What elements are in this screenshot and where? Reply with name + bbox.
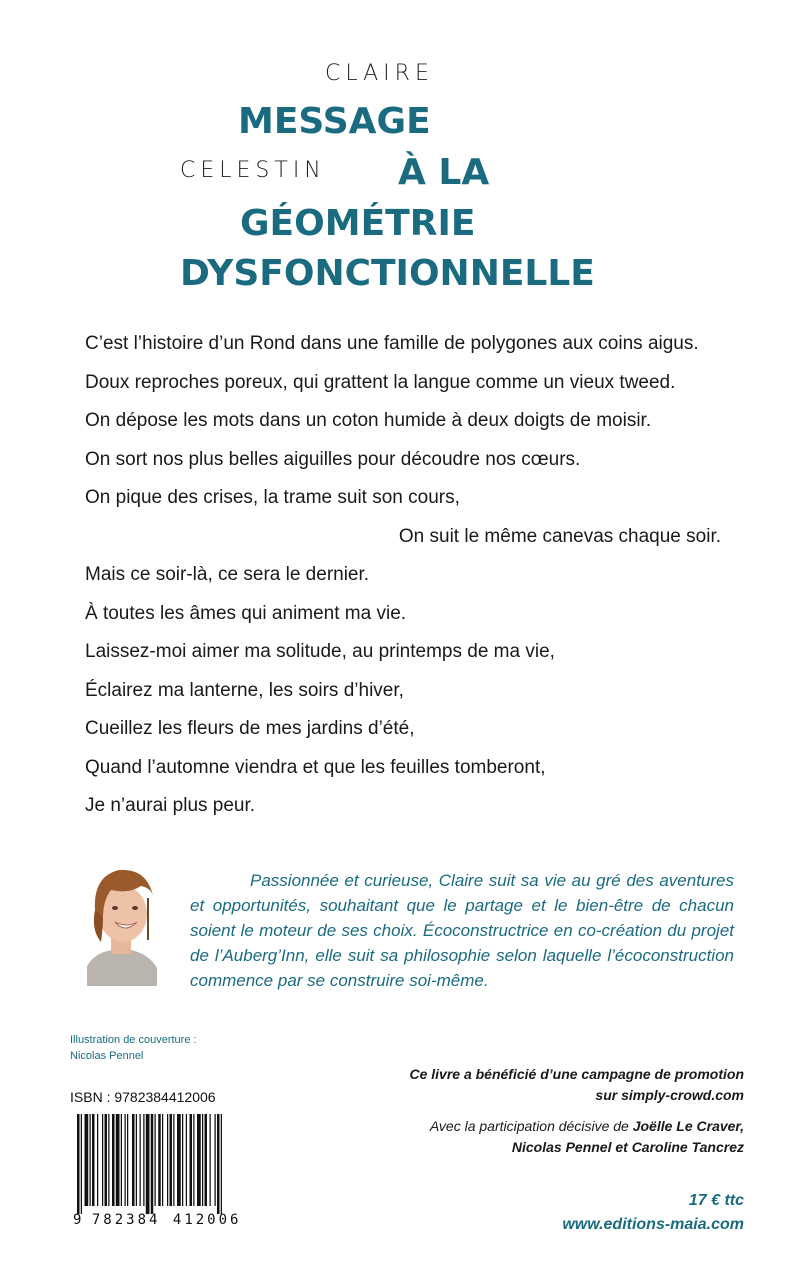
author-photo — [85, 858, 159, 986]
barcode-bar — [177, 1114, 181, 1206]
barcode-bar — [217, 1114, 220, 1214]
poem-line: Laissez-moi aimer ma solitude, au printemps de ma vie, — [85, 641, 555, 662]
participation-names-1: Joëlle Le Craver, — [632, 1118, 744, 1134]
poem-line: Je n’aurai plus peur. — [85, 795, 256, 816]
barcode-bar — [146, 1114, 150, 1214]
book-title-line-1: MESSAGE — [238, 101, 431, 142]
barcode-bar — [85, 1114, 89, 1206]
barcode-bar — [81, 1114, 82, 1214]
price: 17 € ttc — [688, 1192, 744, 1209]
isbn: ISBN : 9782384412006 — [70, 1089, 216, 1105]
poem-line: Doux reproches poreux, qui grattent la langue comme un vieux tweed. — [85, 371, 676, 393]
barcode-bar — [162, 1114, 163, 1206]
barcode-bar — [193, 1114, 194, 1206]
barcode-bar — [143, 1114, 144, 1206]
participation-prefix: Avec la participation décisive de — [429, 1118, 633, 1134]
illustration-artist: Nicolas Pennel — [70, 1050, 144, 1062]
barcode-digits-group-1: 782384 — [91, 1212, 161, 1228]
barcode-bar — [158, 1114, 161, 1206]
barcode-bar — [127, 1114, 128, 1206]
barcode-bar — [155, 1114, 156, 1206]
author-bio: Passionnée et curieuse, Claire suit sa vie au gré des aventures et opportunités, souhaitant que le partage et le bien-être de chacun soient le moteur de ses choix. Écoconstructrice en co-création du projet de l’Auberg’Inn, elle suit sa philosophie selon laquelle l’écoconstruction commence par se construire soi-même. — [190, 871, 734, 990]
poem-line: À toutes les âmes qui animent ma vie. — [85, 602, 407, 624]
illustration-label: Illustration de couverture : — [70, 1034, 197, 1046]
barcode-bar — [112, 1114, 115, 1206]
poem-line: Mais ce soir-là, ce sera le dernier. — [85, 564, 370, 585]
barcode-bar — [77, 1114, 80, 1214]
poem-line: Éclairez ma lanterne, les soirs d’hiver, — [85, 679, 404, 701]
barcode-bar — [173, 1114, 174, 1206]
barcode-bar — [151, 1114, 154, 1214]
barcode-bar — [197, 1114, 201, 1206]
barcode-bar — [102, 1114, 103, 1206]
barcode-bar — [92, 1114, 95, 1206]
barcode — [73, 1114, 242, 1236]
barcode-bar — [221, 1114, 222, 1214]
barcode-bar — [108, 1114, 109, 1206]
promo-line-1: Ce livre a bénéficié d’une campagne de promotion — [409, 1066, 744, 1082]
barcode-bar — [90, 1114, 91, 1206]
barcode-bar — [210, 1114, 211, 1206]
barcode-bar — [136, 1114, 137, 1206]
barcode-bar — [186, 1114, 187, 1206]
barcode-bar — [215, 1114, 216, 1206]
barcode-bar — [202, 1114, 203, 1206]
barcode-bar — [140, 1114, 141, 1206]
publisher-website[interactable]: www.editions-maia.com — [562, 1216, 744, 1233]
poem-line: On sort nos plus belles aiguilles pour découdre nos cœurs. — [85, 448, 581, 470]
back-cover-poem — [85, 333, 725, 834]
barcode-bar — [97, 1114, 98, 1206]
barcode-bar — [170, 1114, 173, 1206]
poem-line: On pique des crises, la trame suit son cours, — [85, 487, 460, 508]
poem-line: Cueillez les fleurs de mes jardins d’été, — [85, 718, 415, 739]
barcode-bar — [121, 1114, 122, 1206]
barcode-digits-group-2: 412006 — [172, 1212, 242, 1228]
author-last-name: CELESTIN — [180, 158, 326, 183]
barcode-bars — [73, 1114, 225, 1214]
barcode-bar — [190, 1114, 193, 1206]
barcode-bar — [105, 1114, 108, 1206]
barcode-bar — [116, 1114, 120, 1206]
barcode-bar — [125, 1114, 126, 1206]
book-title-line-3: GÉOMÉTRIE — [240, 203, 476, 244]
book-title-line-2: À LA — [398, 152, 490, 193]
participation-line-1 — [430, 1116, 744, 1137]
promo-line-2: sur simply-crowd.com — [595, 1087, 744, 1103]
barcode-bar — [167, 1114, 168, 1206]
barcode-digit-first: 9 — [73, 1212, 82, 1228]
poem-line: C’est l’histoire d’un Rond dans une famille de polygones aux coins aigus. — [85, 333, 699, 354]
author-first-name: CLAIRE — [325, 61, 434, 86]
book-title-line-4: DYSFONCTIONNELLE — [180, 253, 595, 294]
poem-line: Quand l’automne viendra et que les feuilles tomberont, — [85, 756, 546, 778]
barcode-bar — [182, 1114, 183, 1206]
poem-line: On dépose les mots dans un coton humide à deux doigts de moisir. — [85, 410, 652, 431]
barcode-bar — [132, 1114, 135, 1206]
barcode-bar — [205, 1114, 208, 1206]
participation-line-2: Nicolas Pennel et Caroline Tancrez — [511, 1139, 744, 1155]
poem-line: On suit le même canevas chaque soir. — [398, 525, 721, 547]
